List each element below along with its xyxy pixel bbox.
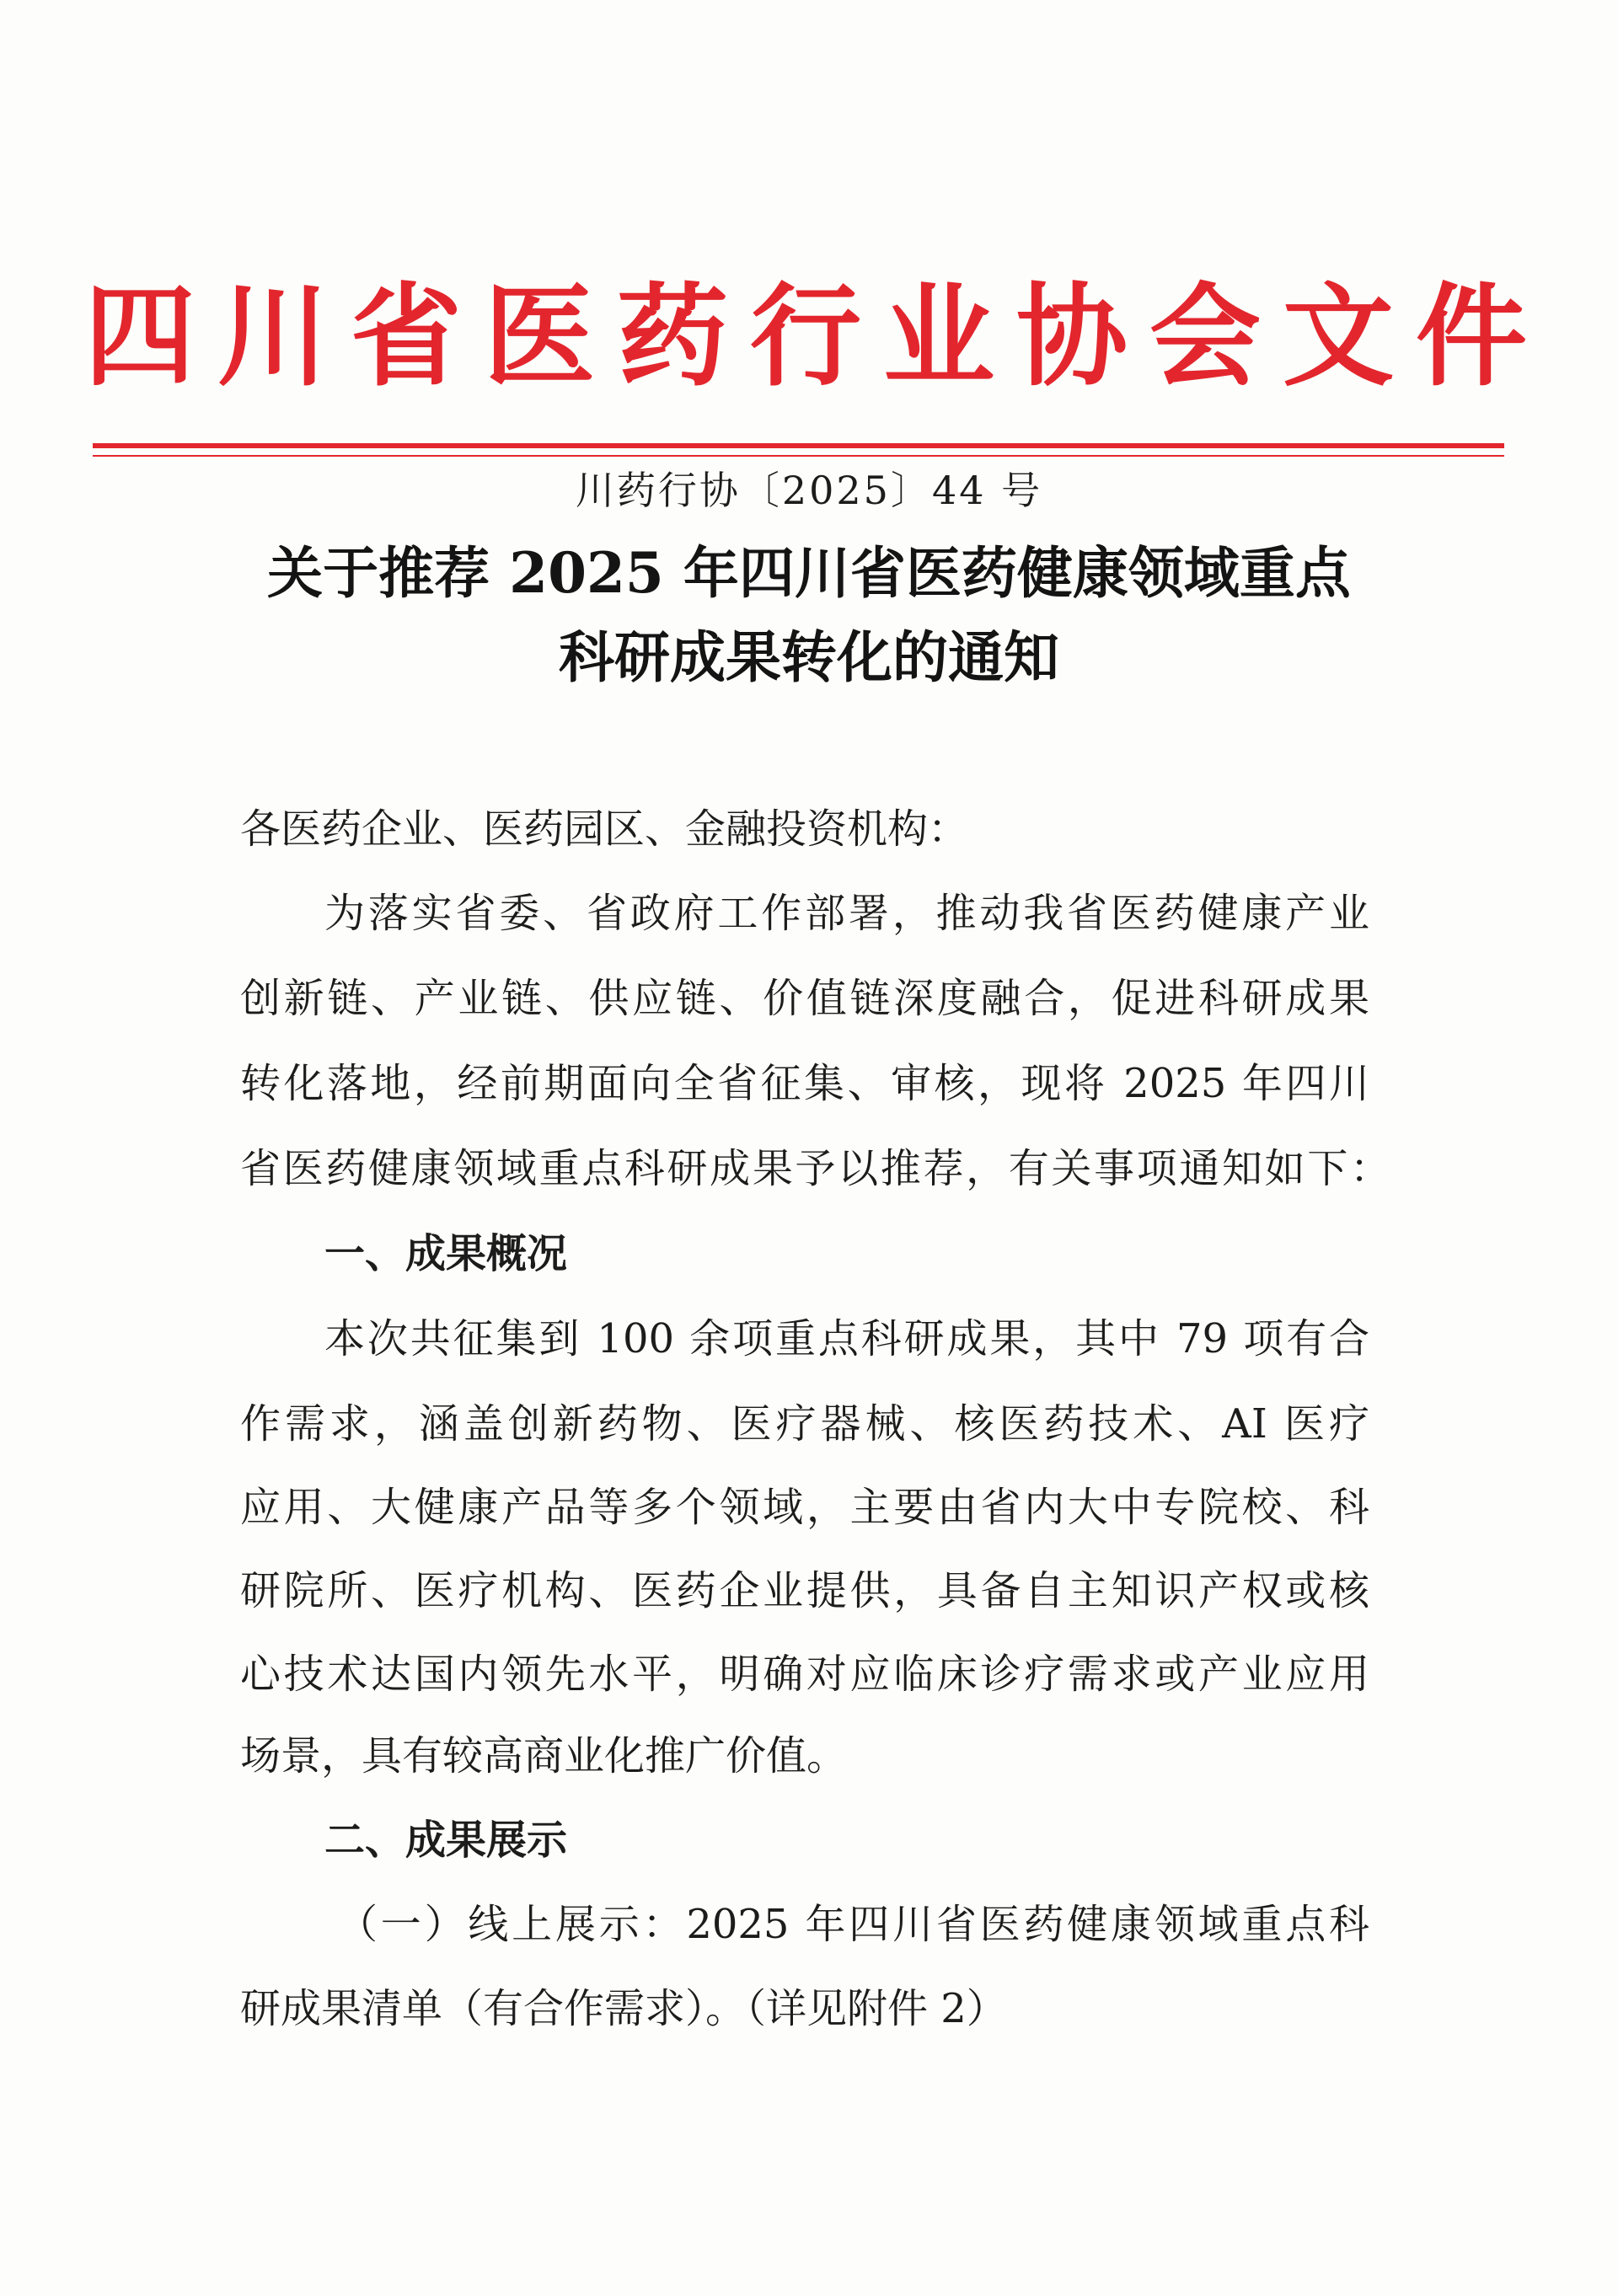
section-1-line-4: 研院所、医疗机构、医药企业提供，具备自主知识产权或核 <box>240 1567 1369 1614</box>
section-2-line-1: （一）线上展示：2025 年四川省医药健康领域重点科 <box>337 1901 1369 1948</box>
intro-line-3: 转化落地，经前期面向全省征集、审核，现将 2025 年四川 <box>240 1060 1369 1107</box>
section-1-line-6: 场景，具有较高商业化推广价值。 <box>240 1732 848 1780</box>
intro-line-2: 创新链、产业链、供应链、价值链深度融合，促进科研成果 <box>240 975 1369 1022</box>
section-1-heading: 一、成果概况 <box>324 1230 568 1277</box>
header-rule-thin <box>93 455 1504 457</box>
section-2-line-2: 研成果清单（有合作需求）。（详见附件 2） <box>240 1985 1007 2032</box>
salutation: 各医药企业、医药园区、金融投资机构： <box>240 805 969 853</box>
document-title-line-1: 关于推荐 2025 年四川省医药健康领域重点 <box>267 540 1351 606</box>
intro-line-1: 为落实省委、省政府工作部署，推动我省医药健康产业 <box>324 890 1369 937</box>
intro-line-4: 省医药健康领域重点科研成果予以推荐，有关事项通知如下： <box>240 1145 1390 1192</box>
header-rule-thick <box>93 443 1504 448</box>
document-title-line-2: 科研成果转化的通知 <box>559 624 1059 690</box>
document-header-title: 四川省医药行业协会文件 <box>84 271 1549 402</box>
section-1-line-1: 本次共征集到 100 余项重点科研成果，其中 79 项有合 <box>324 1315 1369 1362</box>
section-1-line-5: 心技术达国内领先水平，明确对应临床诊疗需求或产业应用 <box>240 1651 1369 1698</box>
section-2-heading: 二、成果展示 <box>324 1817 568 1864</box>
section-1-line-2: 作需求，涵盖创新药物、医疗器械、核医药技术、AI 医疗 <box>240 1400 1369 1448</box>
document-number: 川药行协〔2025〕44 号 <box>575 468 1043 513</box>
section-1-line-3: 应用、大健康产品等多个领域，主要由省内大中专院校、科 <box>240 1484 1369 1531</box>
